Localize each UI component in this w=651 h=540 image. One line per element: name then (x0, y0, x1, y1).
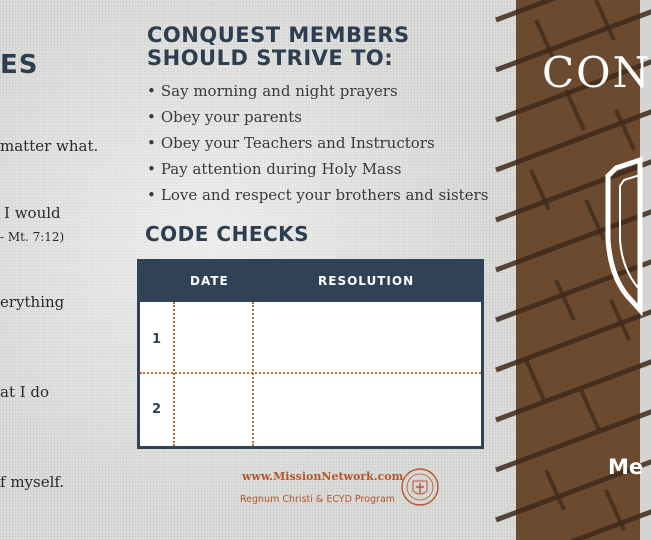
list-item-text: Love and respect your brothers and sisters (160, 186, 489, 204)
left-text-line: erything (0, 293, 65, 311)
cover-subtitle-fragment: Me (608, 455, 644, 479)
bullet: • (147, 108, 156, 126)
list-item-text: Obey your Teachers and Instructors (160, 134, 435, 152)
code-checks-heading: CODE CHECKS (145, 222, 310, 246)
list-item-text: Pay attention during Holy Mass (160, 160, 402, 178)
table-header (140, 262, 481, 302)
list-item (147, 80, 488, 106)
column-divider (252, 302, 254, 446)
cover-panel (516, 0, 651, 540)
left-text-line: f myself. (0, 473, 65, 491)
list-item (147, 158, 488, 184)
list-item-text: Obey your parents (160, 108, 302, 126)
bullet: • (147, 134, 156, 152)
list-item (147, 106, 488, 132)
cover-title-fragment: CON (542, 48, 651, 97)
strive-heading-line: CONQUEST MEMBERS (147, 23, 410, 47)
website-url[interactable]: www.MissionNetwork.com (242, 470, 404, 483)
bullet: • (147, 82, 156, 100)
column-divider (173, 302, 175, 446)
row-divider (140, 372, 481, 374)
left-text-line: I would (4, 204, 61, 222)
row-number: 1 (152, 332, 162, 347)
left-heading-fragment: ES (0, 50, 39, 80)
left-text-line: - Mt. 7:12) (0, 230, 65, 244)
list-item-text: Say morning and night prayers (160, 82, 398, 100)
strive-list (147, 80, 488, 210)
strive-heading-line: SHOULD STRIVE TO: (147, 46, 394, 70)
left-text-line: matter what. (0, 137, 99, 155)
left-text-line: at I do (0, 383, 50, 401)
strive-heading (147, 24, 410, 70)
bullet: • (147, 160, 156, 178)
column-header-date: DATE (190, 274, 229, 288)
program-credit: Regnum Christi & ECYD Program (240, 494, 396, 505)
bullet: • (147, 186, 156, 204)
column-header-resolution: RESOLUTION (318, 274, 415, 288)
code-checks-table (137, 259, 484, 449)
list-item (147, 132, 488, 158)
row-number: 2 (152, 402, 162, 417)
list-item (147, 184, 488, 210)
official-seal-icon (400, 467, 440, 507)
